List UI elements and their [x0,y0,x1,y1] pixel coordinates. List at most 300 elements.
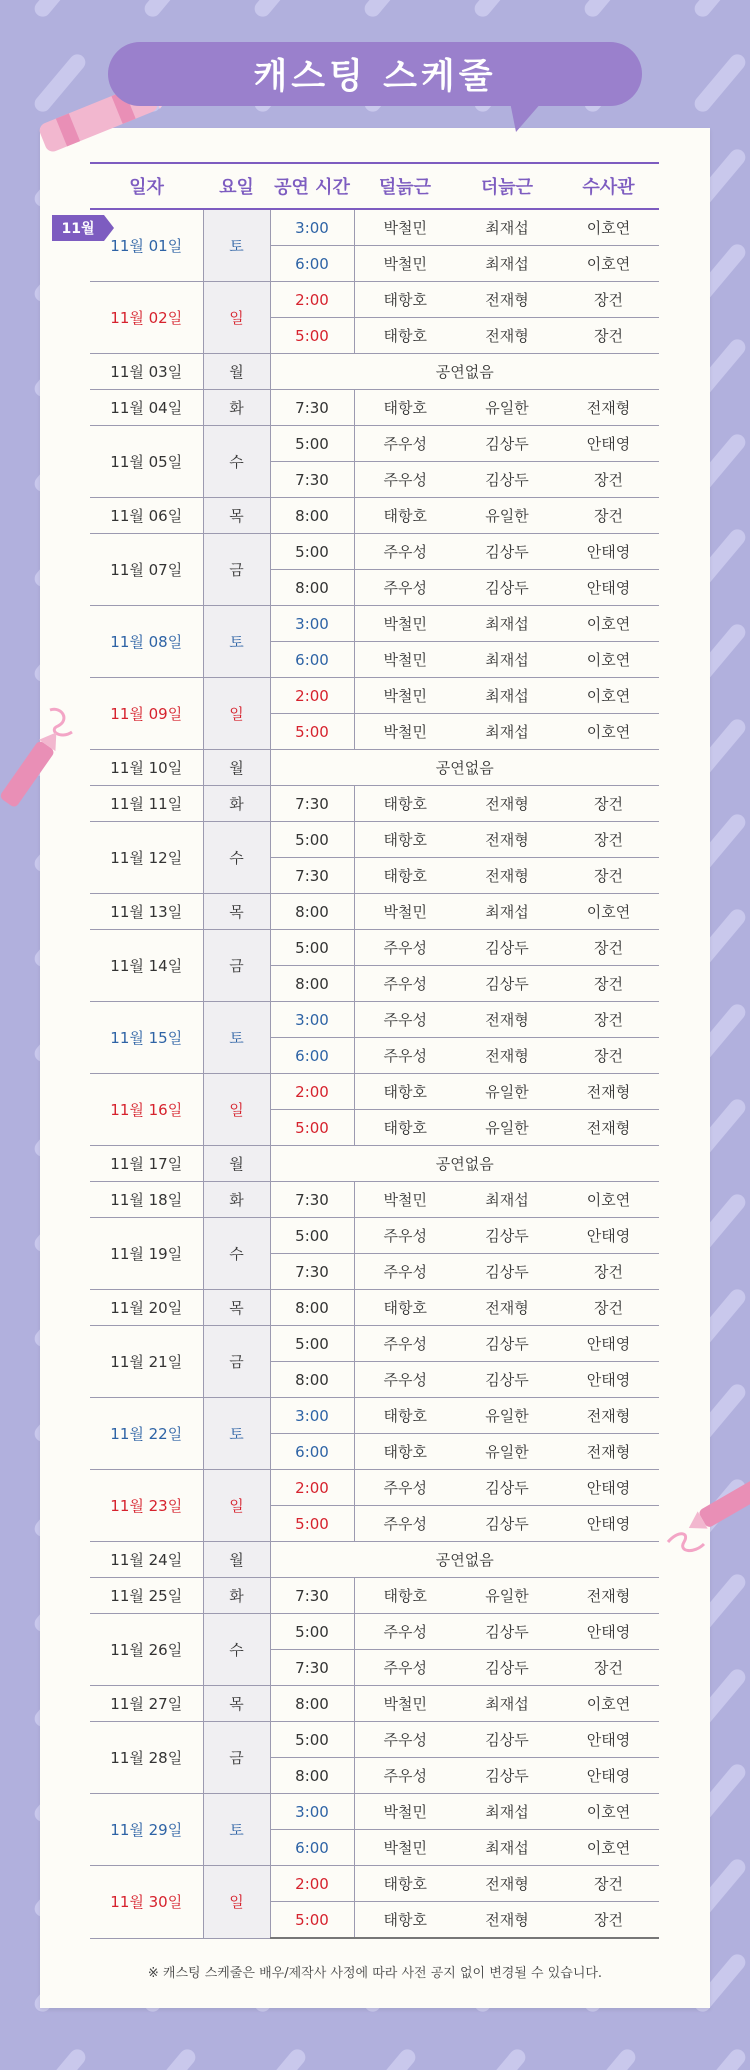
casting-schedule-table [90,162,659,1939]
date-cell: 11월 14일 [90,930,203,1002]
cast-role-3-cell: 이호연 [558,894,659,930]
cast-role-3-cell: 안태영 [558,1470,659,1506]
table-row [90,534,659,570]
show-time-cell: 7:30 [270,1254,354,1290]
cast-role-2-cell: 전재형 [456,1002,558,1038]
day-of-week-cell: 금 [203,1326,270,1398]
cast-role-2-cell: 김상두 [456,1362,558,1398]
cast-role-1-cell: 태항호 [354,1434,456,1470]
cast-role-1-cell: 박철민 [354,1830,456,1866]
show-time-cell: 8:00 [270,1758,354,1794]
show-time-cell: 5:00 [270,1218,354,1254]
cast-role-1-cell: 태항호 [354,822,456,858]
header-show-time: 공연 시간 [270,163,354,209]
show-time-cell: 5:00 [270,930,354,966]
cast-role-2-cell: 김상두 [456,1218,558,1254]
background-stripe [361,0,418,20]
date-cell: 11월 30일 [90,1866,203,1939]
day-of-week-cell: 토 [203,209,270,282]
day-of-week-cell: 월 [203,1146,270,1182]
cast-role-1-cell: 박철민 [354,894,456,930]
cast-role-3-cell: 안태영 [558,570,659,606]
cast-role-2-cell: 김상두 [456,1254,558,1290]
cast-role-3-cell: 장건 [558,1002,659,1038]
background-stripe [141,2046,198,2070]
cast-role-3-cell: 안태영 [558,1218,659,1254]
date-cell: 11월 12일 [90,822,203,894]
day-of-week-cell: 일 [203,678,270,750]
date-cell: 11월 17일 [90,1146,203,1182]
cast-role-1-cell: 주우성 [354,1614,456,1650]
table-row [90,1542,659,1578]
cast-role-3-cell: 장건 [558,1902,659,1939]
show-time-cell: 7:30 [270,462,354,498]
date-cell: 11월 05일 [90,426,203,498]
cast-role-3-cell: 전재형 [558,1110,659,1146]
show-time-cell: 5:00 [270,1110,354,1146]
date-cell: 11월 18일 [90,1182,203,1218]
cast-role-1-cell: 박철민 [354,1686,456,1722]
header-date: 일자 [90,163,203,209]
cast-role-2-cell: 최재섭 [456,642,558,678]
cast-role-2-cell: 최재섭 [456,606,558,642]
table-row [90,1722,659,1758]
cast-role-2-cell: 전재형 [456,822,558,858]
day-of-week-cell: 목 [203,894,270,930]
cast-role-2-cell: 전재형 [456,858,558,894]
day-of-week-cell: 수 [203,822,270,894]
day-of-week-cell: 토 [203,1398,270,1470]
cast-role-2-cell: 유일한 [456,1434,558,1470]
date-cell: 11월 27일 [90,1686,203,1722]
date-cell: 11월 20일 [90,1290,203,1326]
show-time-cell: 5:00 [270,1506,354,1542]
cast-role-2-cell: 김상두 [456,570,558,606]
cast-role-2-cell: 전재형 [456,1290,558,1326]
date-cell: 11월 06일 [90,498,203,534]
table-row [90,1146,659,1182]
date-cell: 11월 16일 [90,1074,203,1146]
table-row [90,1794,659,1830]
cast-role-2-cell: 김상두 [456,426,558,462]
date-cell: 11월 22일 [90,1398,203,1470]
cast-role-1-cell: 태항호 [354,1074,456,1110]
date-cell: 11월 09일 [90,678,203,750]
show-time-cell: 6:00 [270,1038,354,1074]
day-of-week-cell: 금 [203,930,270,1002]
cast-role-1-cell: 주우성 [354,1650,456,1686]
table-row [90,1614,659,1650]
cast-role-2-cell: 김상두 [456,966,558,1002]
background-stripe [141,0,198,20]
show-time-cell: 3:00 [270,1794,354,1830]
date-cell: 11월 01일 [90,209,203,282]
cast-role-2-cell: 김상두 [456,930,558,966]
cast-role-3-cell: 이호연 [558,678,659,714]
table-row [90,1002,659,1038]
crayon-left-icon [0,700,80,810]
table-row [90,894,659,930]
date-cell: 11월 11일 [90,786,203,822]
background-stripe [31,2046,88,2070]
no-performance-cell: 공연없음 [270,750,659,786]
cast-role-3-cell: 이호연 [558,246,659,282]
cast-role-1-cell: 주우성 [354,462,456,498]
cast-role-1-cell: 태항호 [354,318,456,354]
background-stripe [691,51,748,115]
show-time-cell: 6:00 [270,642,354,678]
show-time-cell: 5:00 [270,1326,354,1362]
day-of-week-cell: 토 [203,1002,270,1074]
cast-role-2-cell: 김상두 [456,1650,558,1686]
cast-role-1-cell: 주우성 [354,1722,456,1758]
show-time-cell: 8:00 [270,1362,354,1398]
background-stripe [691,2046,748,2070]
background-stripe [361,2046,418,2070]
date-cell: 11월 03일 [90,354,203,390]
cast-role-1-cell: 박철민 [354,1182,456,1218]
cast-role-3-cell: 장건 [558,786,659,822]
cast-role-1-cell: 주우성 [354,1002,456,1038]
cast-role-3-cell: 안태영 [558,1614,659,1650]
cast-role-3-cell: 장건 [558,462,659,498]
show-time-cell: 8:00 [270,1686,354,1722]
show-time-cell: 6:00 [270,1830,354,1866]
cast-role-1-cell: 박철민 [354,1794,456,1830]
cast-role-3-cell: 장건 [558,930,659,966]
cast-role-2-cell: 전재형 [456,282,558,318]
date-cell: 11월 24일 [90,1542,203,1578]
cast-role-1-cell: 태항호 [354,858,456,894]
cast-role-2-cell: 유일한 [456,1074,558,1110]
header-day-of-week: 요일 [203,163,270,209]
day-of-week-cell: 월 [203,354,270,390]
show-time-cell: 3:00 [270,1002,354,1038]
show-time-cell: 7:30 [270,786,354,822]
cast-role-2-cell: 최재섭 [456,1794,558,1830]
cast-role-3-cell: 안태영 [558,1362,659,1398]
table-row [90,606,659,642]
cast-role-2-cell: 유일한 [456,1398,558,1434]
background-stripe [251,2046,308,2070]
table-row [90,426,659,462]
cast-role-2-cell: 최재섭 [456,246,558,282]
day-of-week-cell: 화 [203,390,270,426]
page-title: 캐스팅 스케줄 [253,57,497,97]
cast-role-1-cell: 주우성 [354,930,456,966]
day-of-week-cell: 금 [203,1722,270,1794]
cast-role-1-cell: 주우성 [354,1038,456,1074]
cast-role-2-cell: 김상두 [456,1758,558,1794]
cast-role-2-cell: 최재섭 [456,714,558,750]
day-of-week-cell: 토 [203,1794,270,1866]
day-of-week-cell: 월 [203,1542,270,1578]
cast-role-2-cell: 김상두 [456,1326,558,1362]
cast-role-3-cell: 안태영 [558,534,659,570]
show-time-cell: 6:00 [270,246,354,282]
cast-role-1-cell: 박철민 [354,606,456,642]
cast-role-1-cell: 박철민 [354,678,456,714]
cast-role-1-cell: 주우성 [354,1758,456,1794]
cast-role-1-cell: 태항호 [354,1866,456,1902]
cast-role-1-cell: 태항호 [354,1902,456,1939]
cast-role-3-cell: 안태영 [558,426,659,462]
day-of-week-cell: 금 [203,534,270,606]
cast-role-3-cell: 장건 [558,858,659,894]
background-stripe [471,2046,528,2070]
show-time-cell: 5:00 [270,318,354,354]
date-cell: 11월 08일 [90,606,203,678]
date-cell: 11월 21일 [90,1326,203,1398]
cast-role-3-cell: 전재형 [558,1578,659,1614]
day-of-week-cell: 화 [203,1578,270,1614]
cast-role-3-cell: 이호연 [558,1794,659,1830]
cast-role-2-cell: 최재섭 [456,1686,558,1722]
cast-role-2-cell: 최재섭 [456,209,558,246]
day-of-week-cell: 일 [203,1074,270,1146]
date-cell: 11월 23일 [90,1470,203,1542]
cast-role-3-cell: 이호연 [558,642,659,678]
day-of-week-cell: 월 [203,750,270,786]
header-role-2: 더늙근 [456,163,558,209]
cast-role-3-cell: 안태영 [558,1758,659,1794]
show-time-cell: 8:00 [270,966,354,1002]
day-of-week-cell: 토 [203,606,270,678]
show-time-cell: 5:00 [270,534,354,570]
table-row [90,282,659,318]
background-stripe [31,0,88,20]
show-time-cell: 2:00 [270,282,354,318]
show-time-cell: 8:00 [270,498,354,534]
table-row [90,930,659,966]
table-row [90,1182,659,1218]
day-of-week-cell: 수 [203,1218,270,1290]
table-header-row [90,163,659,209]
cast-role-3-cell: 안태영 [558,1326,659,1362]
cast-role-3-cell: 장건 [558,1650,659,1686]
cast-role-3-cell: 장건 [558,1866,659,1902]
table-row [90,750,659,786]
cast-role-2-cell: 김상두 [456,1614,558,1650]
cast-role-1-cell: 주우성 [354,570,456,606]
cast-role-3-cell: 장건 [558,498,659,534]
show-time-cell: 2:00 [270,1470,354,1506]
cast-role-1-cell: 태항호 [354,1398,456,1434]
cast-role-1-cell: 태항호 [354,786,456,822]
show-time-cell: 2:00 [270,678,354,714]
show-time-cell: 5:00 [270,1722,354,1758]
show-time-cell: 2:00 [270,1866,354,1902]
day-of-week-cell: 목 [203,1290,270,1326]
background-stripe [251,0,308,20]
cast-role-1-cell: 주우성 [354,1506,456,1542]
cast-role-2-cell: 전재형 [456,786,558,822]
date-cell: 11월 25일 [90,1578,203,1614]
cast-role-2-cell: 최재섭 [456,678,558,714]
cast-role-1-cell: 태항호 [354,1578,456,1614]
table-row [90,498,659,534]
header-role-1: 덜늙근 [354,163,456,209]
cast-role-2-cell: 최재섭 [456,1830,558,1866]
notice-text: ※ 캐스팅 스케줄은 배우/제작사 사정에 따라 사전 공지 없이 변경될 수 있습니다. [147,1966,603,1981]
show-time-cell: 5:00 [270,1902,354,1939]
show-time-cell: 8:00 [270,894,354,930]
show-time-cell: 3:00 [270,606,354,642]
cast-role-2-cell: 전재형 [456,318,558,354]
table-row [90,1578,659,1614]
cast-role-2-cell: 유일한 [456,390,558,426]
header-role-3: 수사관 [558,163,659,209]
cast-role-1-cell: 주우성 [354,1362,456,1398]
cast-role-3-cell: 이호연 [558,1830,659,1866]
cast-role-2-cell: 최재섭 [456,894,558,930]
no-performance-cell: 공연없음 [270,1146,659,1182]
background-stripe [471,0,528,20]
date-cell: 11월 10일 [90,750,203,786]
cast-role-2-cell: 유일한 [456,1110,558,1146]
cast-role-3-cell: 안태영 [558,1506,659,1542]
cast-role-1-cell: 주우성 [354,1470,456,1506]
cast-role-3-cell: 장건 [558,1290,659,1326]
cast-role-2-cell: 김상두 [456,534,558,570]
table-row [90,822,659,858]
show-time-cell: 5:00 [270,426,354,462]
table-row [90,1074,659,1110]
show-time-cell: 3:00 [270,1398,354,1434]
cast-role-1-cell: 주우성 [354,534,456,570]
cast-role-3-cell: 전재형 [558,1434,659,1470]
cast-role-1-cell: 태항호 [354,282,456,318]
table-row [90,1866,659,1902]
cast-role-2-cell: 유일한 [456,1578,558,1614]
date-cell: 11월 13일 [90,894,203,930]
show-time-cell: 7:30 [270,858,354,894]
cast-role-3-cell: 전재형 [558,390,659,426]
cast-role-1-cell: 주우성 [354,1218,456,1254]
cast-role-1-cell: 주우성 [354,1326,456,1362]
cast-role-2-cell: 김상두 [456,1722,558,1758]
background-stripe [581,0,638,20]
cast-role-1-cell: 태항호 [354,390,456,426]
cast-role-1-cell: 박철민 [354,209,456,246]
cast-role-2-cell: 김상두 [456,462,558,498]
show-time-cell: 7:30 [270,390,354,426]
cast-role-1-cell: 주우성 [354,426,456,462]
cast-role-1-cell: 박철민 [354,714,456,750]
cast-role-3-cell: 이호연 [558,1686,659,1722]
table-row [90,1470,659,1506]
cast-role-2-cell: 김상두 [456,1506,558,1542]
cast-role-3-cell: 장건 [558,318,659,354]
cast-role-2-cell: 전재형 [456,1866,558,1902]
cast-role-1-cell: 박철민 [354,246,456,282]
cast-role-2-cell: 최재섭 [456,1182,558,1218]
table-row [90,1686,659,1722]
date-cell: 11월 26일 [90,1614,203,1686]
show-time-cell: 3:00 [270,209,354,246]
show-time-cell: 8:00 [270,570,354,606]
cast-role-1-cell: 태항호 [354,1110,456,1146]
cast-role-3-cell: 이호연 [558,209,659,246]
cast-role-2-cell: 전재형 [456,1038,558,1074]
cast-role-3-cell: 장건 [558,966,659,1002]
cast-role-2-cell: 김상두 [456,1470,558,1506]
day-of-week-cell: 수 [203,426,270,498]
date-cell: 11월 02일 [90,282,203,354]
day-of-week-cell: 목 [203,1686,270,1722]
date-cell: 11월 04일 [90,390,203,426]
show-time-cell: 7:30 [270,1182,354,1218]
table-row [90,1218,659,1254]
cast-role-3-cell: 장건 [558,822,659,858]
title-banner [108,42,642,106]
cast-role-3-cell: 전재형 [558,1398,659,1434]
day-of-week-cell: 일 [203,1866,270,1939]
month-tag: 11월 [52,215,104,241]
table-row [90,209,659,246]
cast-role-1-cell: 태항호 [354,498,456,534]
cast-role-1-cell: 박철민 [354,642,456,678]
cast-role-2-cell: 유일한 [456,498,558,534]
no-performance-cell: 공연없음 [270,354,659,390]
show-time-cell: 2:00 [270,1074,354,1110]
cast-role-3-cell: 장건 [558,1254,659,1290]
cast-role-1-cell: 주우성 [354,1254,456,1290]
table-row [90,1398,659,1434]
cast-role-3-cell: 장건 [558,282,659,318]
date-cell: 11월 29일 [90,1794,203,1866]
show-time-cell: 6:00 [270,1434,354,1470]
table-row [90,1326,659,1362]
cast-role-3-cell: 이호연 [558,606,659,642]
date-cell: 11월 15일 [90,1002,203,1074]
day-of-week-cell: 목 [203,498,270,534]
show-time-cell: 5:00 [270,714,354,750]
date-cell: 11월 07일 [90,534,203,606]
cast-role-3-cell: 안태영 [558,1722,659,1758]
cast-role-3-cell: 장건 [558,1038,659,1074]
day-of-week-cell: 화 [203,786,270,822]
table-row [90,786,659,822]
speech-bubble-tail [510,102,542,132]
day-of-week-cell: 일 [203,282,270,354]
show-time-cell: 8:00 [270,1290,354,1326]
cast-role-3-cell: 이호연 [558,714,659,750]
background-stripe [691,0,748,20]
no-performance-cell: 공연없음 [270,1542,659,1578]
date-cell: 11월 19일 [90,1218,203,1290]
cast-role-1-cell: 태항호 [354,1290,456,1326]
schedule-body [90,209,659,1938]
table-row [90,354,659,390]
show-time-cell: 5:00 [270,822,354,858]
cast-role-2-cell: 전재형 [456,1902,558,1939]
crayon-right-icon [660,1480,750,1570]
background-stripe [581,2046,638,2070]
show-time-cell: 7:30 [270,1578,354,1614]
table-row [90,1290,659,1326]
show-time-cell: 7:30 [270,1650,354,1686]
cast-role-3-cell: 전재형 [558,1074,659,1110]
date-cell: 11월 28일 [90,1722,203,1794]
cast-role-3-cell: 이호연 [558,1182,659,1218]
day-of-week-cell: 화 [203,1182,270,1218]
day-of-week-cell: 일 [203,1470,270,1542]
day-of-week-cell: 수 [203,1614,270,1686]
table-row [90,678,659,714]
table-row [90,390,659,426]
cast-role-1-cell: 주우성 [354,966,456,1002]
